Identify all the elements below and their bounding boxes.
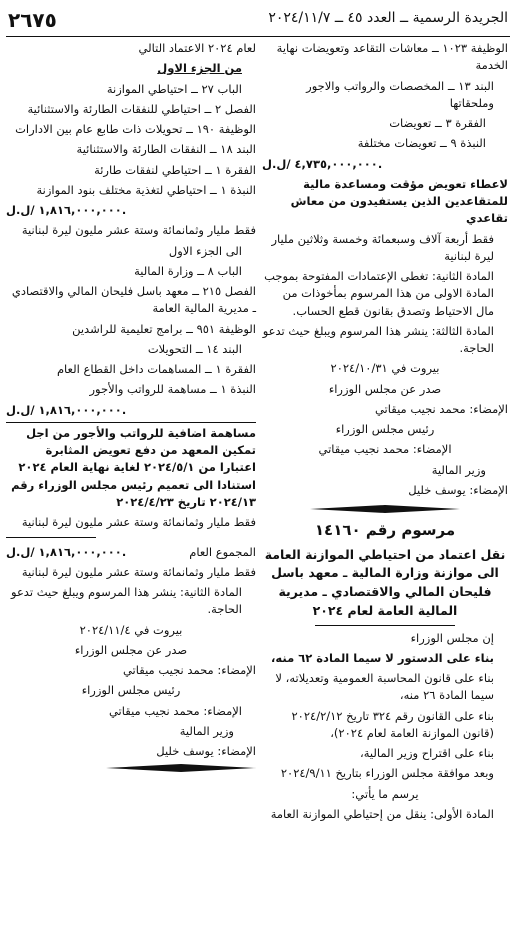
purpose-text: مساهمة اضافية للرواتب والأجور من اجل تمكين المعهد من دفع تعويض المثابرة اعتبارا من ٢٠٢٤/٥/١ لغاية نهاية العام ٢٠٢٤ استنادا الى تعميم رئيس مجلس الوزراء رقم ٢٠٢٤/١٣ تاريخ ٢٠٢٤/٤/٢٣: [6, 422, 256, 511]
amount: ١,٨١٦,٠٠٠,٠٠٠ /ل.ل.: [6, 402, 127, 417]
divider: [315, 625, 455, 626]
text-line: وزير المالية: [431, 462, 486, 477]
decree-title: مرسوم رقم ١٤١٦٠: [314, 521, 456, 539]
text-line: الفقرة ٣ ــ تعويضات: [389, 116, 486, 130]
article-1: المادة الأولى: ينقل من إحتياطي الموازنة العامة: [270, 806, 494, 821]
text-line: الباب ٢٧ ــ احتياطي الموازنة: [106, 81, 242, 96]
article-2: المادة الثانية: ينشر هذا المرسوم ويبلغ حيث تدعو الحاجة.: [11, 585, 242, 617]
text-line: البند ١٤ ــ التحويلات: [147, 341, 242, 356]
right-column: [262, 40, 508, 826]
gazette-title: الجريدة الرسمية ــ العدد ٤٥ ــ ٢٠٢٤/١١/٧: [268, 10, 508, 26]
signature-line: الإمضاء: يوسف خليل: [408, 482, 508, 497]
text-line: إن مجلس الوزراء: [410, 630, 494, 645]
text-line: يرسم ما يأتي:: [351, 786, 419, 801]
text-line: رئيس مجلس الوزراء: [81, 683, 181, 698]
purpose-text: لاعطاء تعويض مؤقت ومساعدة مالية للمتقاعدين الذين يستفيدون من معاش تقاعدي: [290, 176, 508, 226]
text-line: فقط مليار وثمانمائة وستة عشر مليون ليرة لبنانية: [21, 564, 256, 579]
date-line: بيروت في ٢٠٢٤/١٠/٣١: [330, 361, 440, 376]
text-line: الوظيفة ١٠٢٣ ــ معاشات التقاعد وتعويضات نهاية الخدمة: [276, 41, 508, 73]
text-line: الفصل ٢ ــ احتياطي للنفقات الطارئة والاستثنائية: [27, 101, 256, 116]
text-line: فقط مليار وثمانمائة وستة عشر مليون ليرة لبنانية: [21, 223, 256, 238]
page-number: ٢٦٧٥: [8, 8, 57, 32]
text-line: الفصل ٢١٥ ــ معهد باسل فليحان المالي والاقتصادي ـ مديرية المالية العامة: [11, 284, 256, 316]
text-line: رئيس مجلس الوزراء: [335, 422, 435, 436]
signature-line: الإمضاء: محمد نجيب ميقاتي: [374, 401, 508, 416]
left-column: [6, 40, 256, 772]
text-line: صدر عن مجلس الوزراء: [74, 642, 188, 657]
text-line: بناء على القانون رقم ٣٢٤ تاريخ ٢٠٢٤/٢/١٢ (قانون الموازنة العامة لعام ٢٠٢٤)،: [291, 708, 494, 740]
separator-ornament: [310, 505, 460, 513]
divider: [6, 537, 96, 538]
header-divider: [6, 36, 510, 37]
signature-line: الإمضاء: محمد نجيب ميقاتي: [318, 442, 452, 457]
text-line: الفقرة ١ ــ احتياطي لنفقات طارئة: [94, 162, 256, 177]
text-line: وبعد موافقة مجلس الوزراء بتاريخ ٢٠٢٤/٩/١١: [280, 766, 494, 781]
date-line: بيروت في ٢٠٢٤/١١/٤: [79, 622, 183, 637]
text-line: النبذة ٩ ــ تعويضات مختلفة: [357, 136, 486, 151]
text-line: البند ١٨ ــ النفقات الطارئة والاستثنائية: [76, 142, 256, 157]
text-line: صدر عن مجلس الوزراء: [328, 381, 442, 396]
amount: ١,٨١٦,٠٠٠,٠٠٠ /ل.ل.: [6, 544, 127, 559]
text-line: الى الجزء الاول: [168, 243, 242, 258]
text-line: الوظيفة ٩٥١ ــ برامج تعليمية للراشدين: [72, 321, 256, 336]
text-line: وزير المالية: [179, 723, 234, 738]
text-line: بناء على قانون المحاسبة العمومية وتعديلاته، لا سيما المادة ٢٦ منه،: [275, 671, 494, 703]
text-line: النبذة ١ ــ احتياطي لتغذية مختلف بنود الموازنة: [36, 182, 256, 197]
text-line: لعام ٢٠٢٤ الاعتماد التالي: [138, 41, 256, 55]
text-line: فقط مليار وثمانمائة وستة عشر مليون ليرة لبنانية: [21, 515, 256, 529]
page-header: [0, 4, 516, 34]
text-line: بناء على الدستور لا سيما المادة ٦٢ منه،: [271, 650, 494, 665]
total-label: المجموع العام: [189, 545, 256, 560]
amount: ١,٨١٦,٠٠٠,٠٠٠ /ل.ل.: [6, 203, 127, 217]
text-line: الوظيفة ١٩٠ ــ تحويلات ذات طابع عام بين الادارات: [15, 122, 256, 136]
amount: ٤,٧٣٥,٠٠٠,٠٠٠ /ل.ل.: [262, 156, 383, 171]
signature-line: الإمضاء: يوسف خليل: [156, 744, 256, 758]
separator-ornament: [106, 764, 256, 772]
text-line: الباب ٨ ــ وزارة المالية: [134, 263, 242, 278]
section-heading: من الجزء الاول: [157, 61, 242, 76]
decree-subject: نقل اعتماد من احتياطي الموازنة العامة الى موازنة وزارة المالية ـ معهد باسل فليحان المالي والاقتصادي ـ مديرية المالية العامة لعام ٢٠٢٤: [264, 546, 506, 618]
text-line: فقط أربعة آلاف وسبعمائة وخمسة وثلاثين مليار ليرة لبنانية: [271, 231, 494, 263]
signature-line: الإمضاء: محمد نجيب ميقاتي: [122, 663, 256, 677]
text-line: النبذة ١ ــ مساهمة للرواتب والأجور: [89, 382, 256, 397]
article-2: المادة الثانية: تغطى الإعتمادات المفتوحة بموجب المادة الاولى من هذا المرسوم بمأخوذات من مال الاحتياط وتصدق بقانون قطع الحساب.: [264, 269, 494, 318]
text-line: البند ١٣ ــ المخصصات والرواتب والاجور وملحقاتها: [306, 78, 494, 110]
signature-line: الإمضاء: محمد نجيب ميقاتي: [108, 703, 242, 718]
text-line: بناء على اقتراح وزير المالية،: [360, 746, 494, 760]
text-line: الفقرة ١ ــ المساهمات داخل القطاع العام: [56, 362, 256, 376]
article-3: المادة الثالثة: ينشر هذا المرسوم ويبلغ حيث تدعو الحاجة.: [262, 323, 494, 355]
